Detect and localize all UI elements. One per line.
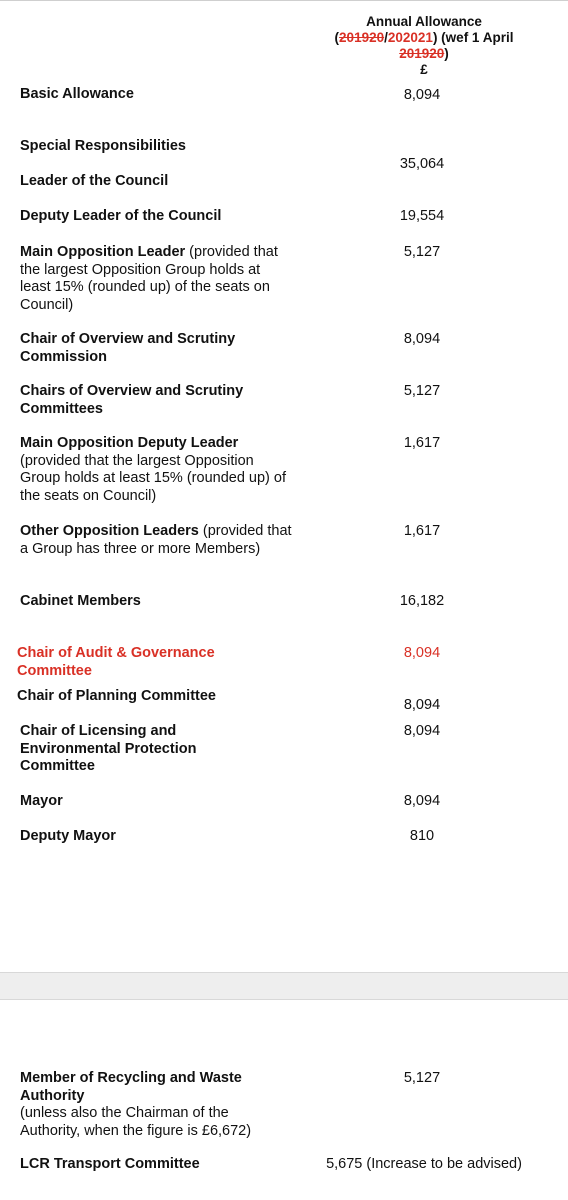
document-page-2 bbox=[0, 1000, 568, 1200]
row-chair-licensing-value: 8,094 bbox=[403, 723, 441, 739]
row-chair-os-commission-label: Chair of Overview and Scrutiny Commission bbox=[20, 331, 236, 365]
row-main-opposition-leader-note: (provided that the largest Opposition Group holds at least 15% (rounded up) of the seats on Council) bbox=[20, 244, 278, 313]
row-basic-allowance-value: 8,094 bbox=[403, 87, 441, 103]
header-title: Annual Allowance bbox=[366, 14, 482, 29]
column-header-annual-allowance bbox=[318, 14, 530, 78]
row-recycling-waste-value: 5,127 bbox=[403, 1070, 441, 1086]
row-lcr-transport-label: LCR Transport Committee bbox=[20, 1156, 200, 1172]
row-main-opposition-deputy-value: 1,617 bbox=[403, 435, 441, 451]
row-chair-audit-governance-value: 8,094 bbox=[403, 645, 441, 661]
row-recycling-waste-note: (unless also the Chairman of the Authority, when the figure is £6,672) bbox=[20, 1105, 252, 1139]
row-cabinet-members-label: Cabinet Members bbox=[20, 593, 141, 609]
header-years-2 bbox=[318, 46, 530, 62]
header-year-old-b: 201920 bbox=[399, 46, 445, 61]
row-recycling-waste-label: Member of Recycling and Waste Authority (unless also the Chairman of the Authority, when the figure is £6,672) bbox=[20, 1070, 252, 1139]
header-paren-close: ) bbox=[444, 46, 449, 61]
row-main-opposition-deputy-label: Main Opposition Deputy Leader (provided that the largest Opposition Group holds at least 15% (rounded up) of the seats on Council) bbox=[20, 435, 286, 504]
row-chairs-os-committees-label: Chairs of Overview and Scrutiny Committees bbox=[20, 383, 244, 417]
row-main-opposition-leader-label: Main Opposition Leader (provided that the largest Opposition Group holds at least 15% (rounded up) of the seats on Council) bbox=[20, 244, 278, 313]
row-mayor-value: 8,094 bbox=[403, 793, 441, 809]
row-deputy-mayor-value: 810 bbox=[409, 828, 435, 844]
header-paren-open: ( bbox=[334, 30, 340, 45]
header-currency: £ bbox=[420, 62, 428, 77]
row-leader-label: Leader of the Council bbox=[20, 173, 169, 189]
row-leader-value: 35,064 bbox=[399, 156, 445, 172]
row-chair-audit-governance-label: Chair of Audit & Governance Committee bbox=[17, 645, 215, 679]
row-chair-licensing-label: Chair of Licensing and Environmental Protection Committee bbox=[20, 723, 197, 774]
section-special-responsibilities: Special Responsibilities bbox=[20, 138, 186, 154]
row-main-opposition-deputy-note: (provided that the largest Opposition Group holds at least 15% (rounded up) of the seats on Council) bbox=[20, 452, 286, 504]
row-basic-allowance-label: Basic Allowance bbox=[20, 86, 134, 102]
row-chairs-os-committees-value: 5,127 bbox=[403, 383, 441, 399]
page-top-divider bbox=[0, 0, 568, 1]
header-years bbox=[318, 30, 530, 46]
row-lcr-transport-value: 5,675 (Increase to be advised) bbox=[326, 1156, 522, 1172]
row-other-opposition-leaders-label: Other Opposition Leaders (provided that a Group has three or more Members) bbox=[20, 523, 292, 557]
row-chair-planning-value: 8,094 bbox=[403, 697, 441, 713]
row-deputy-leader-value: 19,554 bbox=[399, 208, 445, 224]
page-break-gap bbox=[0, 973, 568, 1000]
row-chair-os-commission-value: 8,094 bbox=[403, 331, 441, 347]
row-other-opposition-leaders-value: 1,617 bbox=[403, 523, 441, 539]
header-slash: / bbox=[384, 30, 388, 45]
header-year-new-a: 202021 bbox=[387, 30, 433, 45]
row-deputy-leader-label: Deputy Leader of the Council bbox=[20, 208, 222, 224]
row-cabinet-members-value: 16,182 bbox=[399, 593, 445, 609]
row-other-opposition-leaders-note: (provided that a Group has three or more Members) bbox=[20, 523, 292, 557]
row-deputy-mayor-label: Deputy Mayor bbox=[20, 828, 116, 844]
row-mayor-label: Mayor bbox=[20, 793, 63, 809]
row-chair-planning-label: Chair of Planning Committee bbox=[17, 688, 216, 704]
header-wef: ) (wef 1 April bbox=[432, 30, 514, 45]
row-main-opposition-leader-value: 5,127 bbox=[403, 244, 441, 260]
header-year-old-a: 201920 bbox=[339, 30, 385, 45]
